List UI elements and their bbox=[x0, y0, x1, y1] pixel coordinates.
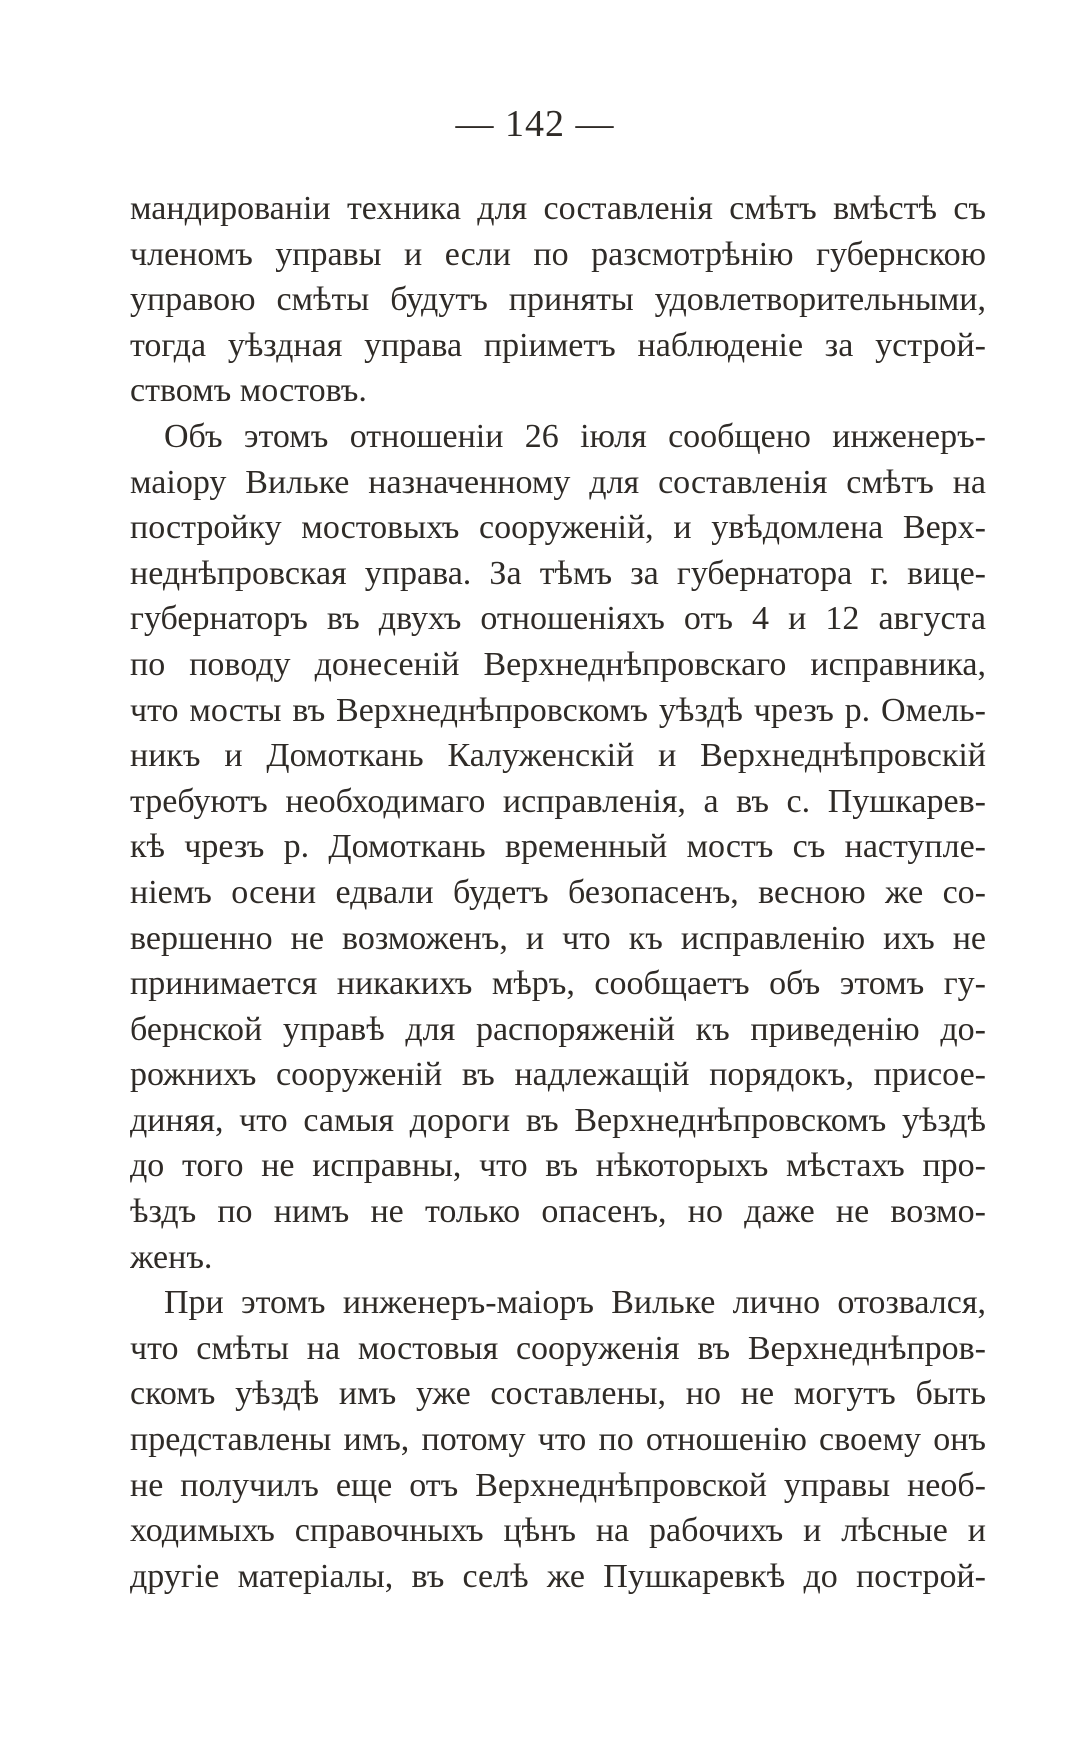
text-line: требуютъ необходимаго исправленія, а въ с. Пушкарев- bbox=[130, 782, 986, 820]
text-line: ходимыхъ справочныхъ цѣнъ на рабочихъ и лѣсные и bbox=[130, 1512, 986, 1550]
text-line: вершенно не возможенъ, и что къ исправленію ихъ не bbox=[130, 919, 986, 957]
text-line: кѣ чрезъ р. Домоткань временный мостъ съ наступле- bbox=[130, 828, 986, 866]
body-text bbox=[130, 186, 986, 1599]
text-line: до того не исправны, что въ нѣкоторыхъ мѣстахъ про- bbox=[130, 1147, 986, 1185]
text-line: При этомъ инженеръ-маіоръ Вильке лично отозвался, bbox=[164, 1284, 986, 1322]
text-line: мандированіи техника для составленія смѣтъ вмѣстѣ съ bbox=[130, 190, 986, 227]
text-line: ѣздъ по нимъ не только опасенъ, но даже не возмо- bbox=[130, 1193, 986, 1231]
paragraph bbox=[130, 1280, 986, 1599]
text-line: членомъ управы и если по разсмотрѣнію губернскою bbox=[130, 235, 986, 273]
text-line: что смѣты на мостовыя сооруженія въ Верхнеднѣпров- bbox=[130, 1329, 986, 1367]
text-line: бернской управѣ для распоряженій къ приведенію до- bbox=[130, 1010, 986, 1048]
text-line: губернаторъ въ двухъ отношеніяхъ отъ 4 и 12 августа bbox=[130, 600, 986, 638]
text-line: неднѣпровская управа. За тѣмъ за губернатора г. вице- bbox=[130, 554, 986, 592]
text-line: диняя, что самыя дороги въ Верхнеднѣпровскомъ уѣздѣ bbox=[130, 1101, 986, 1139]
text-line: управою смѣты будутъ приняты удовлетворительными, bbox=[130, 281, 986, 319]
page-number: — 142 — bbox=[455, 103, 615, 145]
paragraph bbox=[130, 186, 986, 414]
text-line: представлены имъ, потому что по отношенію своему онъ bbox=[130, 1421, 986, 1459]
text-line: другіе матеріалы, въ селѣ же Пушкаревкѣ до построй- bbox=[130, 1557, 986, 1595]
text-line: принимается никакихъ мѣръ, сообщаетъ объ этомъ гу- bbox=[130, 965, 986, 1003]
text-line: женъ. bbox=[130, 1238, 213, 1276]
text-line: тогда уѣздная управа пріиметъ наблюденіе за устрой- bbox=[130, 326, 986, 364]
text-line: маіору Вильке назначенному для составленія смѣтъ на bbox=[130, 463, 986, 501]
text-line: постройку мостовыхъ сооруженій, и увѣдомлена Верх- bbox=[130, 509, 986, 547]
text-line: не получилъ еще отъ Верхнеднѣпровской управы необ- bbox=[130, 1466, 986, 1504]
text-line: что мосты въ Верхнеднѣпровскомъ уѣздѣ чрезъ р. Омель- bbox=[130, 691, 986, 729]
text-line: по поводу донесеній Верхнеднѣпровскаго исправника, bbox=[130, 645, 986, 683]
paragraph bbox=[130, 414, 986, 1280]
text-line: ніемъ осени едвали будетъ безопасенъ, весною же со- bbox=[130, 873, 986, 911]
text-line: никъ и Домоткань Калуженскій и Верхнеднѣпровскій bbox=[130, 737, 986, 775]
text-line: скомъ уѣздѣ имъ уже составлены, но не могутъ быть bbox=[130, 1375, 986, 1413]
text-line: ствомъ мостовъ. bbox=[130, 372, 367, 410]
text-line: рожнихъ сооруженій въ надлежащій порядокъ, присое- bbox=[130, 1056, 986, 1094]
text-line: Объ этомъ отношеніи 26 іюля сообщено инженеръ- bbox=[164, 417, 986, 455]
